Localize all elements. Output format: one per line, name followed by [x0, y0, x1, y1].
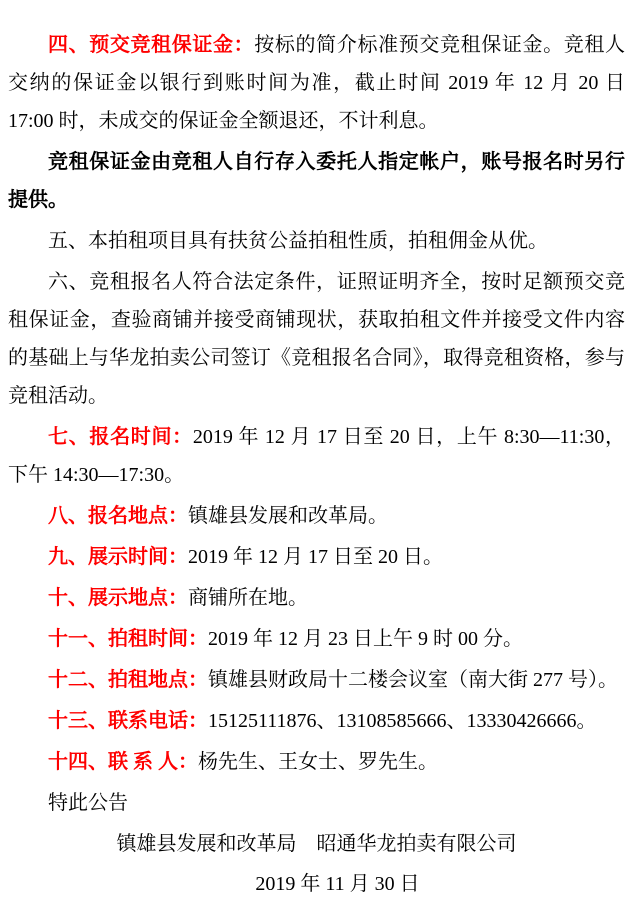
para-deposit-account: [8, 143, 625, 219]
section-charity-note: [8, 222, 625, 260]
section-signup-place-label: 八、报名地点：: [48, 505, 188, 527]
closing-note: [8, 784, 625, 822]
section-display-time: [8, 538, 625, 576]
section-display-place-text: 商铺所在地。: [188, 587, 308, 609]
section-qualification-text: 六、竞租报名人符合法定条件，证照证明齐全，按时足额预交竞租保证金，查验商铺并接受商铺现状，获取拍租文件并接受文件内容的基础上与华龙拍卖公司签订《竞租报名合同》，取得竞租资格，参与竞租活动。: [8, 271, 625, 407]
date-line: [8, 865, 625, 903]
section-auction-time-text: 2019 年 12 月 23 日上午 9 时 00 分。: [208, 628, 523, 650]
section-signup-time: [8, 418, 625, 494]
section-contact-person-text: 杨先生、王女士、罗先生。: [198, 751, 438, 773]
signature-line: [8, 825, 625, 863]
section-deposit-text: 按标的简介标准预交竞租保证金。竞租人交纳的保证金以银行到账时间为准，截止时间 2019 年 12 月 20 日 17:00 时，未成交的保证金全额退还，不计利息。: [8, 34, 626, 132]
closing-note-text: 特此公告: [48, 792, 128, 814]
section-display-place-label: 十、展示地点：: [48, 587, 188, 609]
section-contact-person: [8, 743, 625, 781]
section-auction-place-text: 镇雄县财政局十二楼会议室（南大街 277 号）。: [208, 669, 618, 691]
section-qualification: [8, 263, 625, 415]
section-signup-time-label: 七、报名时间：: [48, 426, 193, 448]
section-contact-phone: [8, 702, 625, 740]
section-auction-place: [8, 661, 625, 699]
section-deposit: [8, 26, 625, 140]
section-auction-time: [8, 620, 625, 658]
date-text: 2019 年 11 月 30 日: [255, 873, 420, 895]
section-contact-person-label: 十四、联 系 人：: [48, 751, 198, 773]
section-display-place: [8, 579, 625, 617]
para-deposit-account-text: 竞租保证金由竞租人自行存入委托人指定帐户，账号报名时另行提供。: [8, 151, 625, 211]
section-deposit-label: 四、预交竞租保证金：: [48, 34, 255, 56]
section-signup-place-text: 镇雄县发展和改革局。: [188, 505, 388, 527]
section-signup-place: [8, 497, 625, 535]
section-contact-phone-text: 15125111876、13108585666、13330426666。: [208, 710, 597, 732]
section-signup-time-text: 2019 年 12 月 17 日至 20 日，上午 8:30—11:30，下午 14:30—17:30。: [8, 426, 626, 486]
section-auction-time-label: 十一、拍租时间：: [48, 628, 208, 650]
section-charity-note-text: 五、本拍租项目具有扶贫公益拍租性质，拍租佣金从优。: [48, 230, 548, 252]
signature-text: 镇雄县发展和改革局 昭通华龙拍卖有限公司: [116, 833, 517, 855]
section-auction-place-label: 十二、拍租地点：: [48, 669, 208, 691]
section-display-time-text: 2019 年 12 月 17 日至 20 日。: [188, 546, 443, 568]
section-contact-phone-label: 十三、联系电话：: [48, 710, 208, 732]
section-display-time-label: 九、展示时间：: [48, 546, 188, 568]
